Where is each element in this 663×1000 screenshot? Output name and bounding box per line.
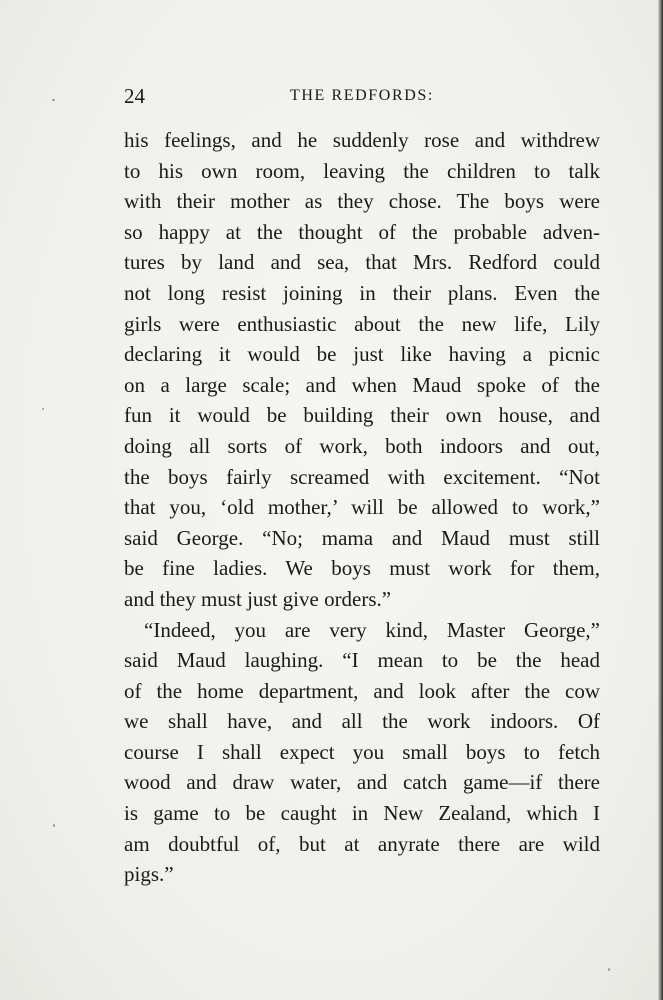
page-number: 24 <box>124 84 145 108</box>
text-line: that you, ‘old mother,’ will be allowed to work,” <box>124 495 600 520</box>
text-line: said Maud laughing. “I mean to be the head <box>124 648 600 673</box>
text-line: the boys fairly screamed with excitement. “Not <box>124 464 600 489</box>
running-title: THE REDFORDS: <box>290 87 434 104</box>
text-line: course I shall expect you small boys to fetch <box>124 739 600 764</box>
paragraph-end-line: and they must just give orders.” <box>124 586 392 611</box>
text-line: doing all sorts of work, both indoors and out, <box>124 433 600 458</box>
text-line: of the home department, and look after the cow <box>124 678 600 703</box>
running-head <box>124 84 600 108</box>
text-line: girls were enthusiastic about the new life, Lily <box>124 311 600 336</box>
page-edge-shadow <box>658 0 663 1000</box>
text-line: declaring it would be just like having a picnic <box>124 342 600 367</box>
text-line: be fine ladies. We boys must work for them, <box>124 556 600 581</box>
paper-speck <box>53 824 55 827</box>
paper-speck <box>42 408 44 410</box>
paragraph-end-line: pigs.” <box>124 862 174 887</box>
text-line: to his own room, leaving the children to talk <box>124 158 600 183</box>
text-line: am doubtful of, but at anyrate there are wild <box>124 831 600 856</box>
paper-speck <box>52 99 55 101</box>
text-line: with their mother as they chose. The boys were <box>124 189 600 214</box>
text-line: so happy at the thought of the probable adven- <box>124 219 600 244</box>
paper-speck <box>608 968 610 971</box>
text-line: said George. “No; mama and Maud must still <box>124 525 600 550</box>
text-line: not long resist joining in their plans. Even the <box>124 280 600 305</box>
text-line: tures by land and sea, that Mrs. Redford could <box>124 250 600 275</box>
text-line: fun it would be building their own house, and <box>124 403 600 428</box>
text-line: is game to be caught in New Zealand, which I <box>124 801 600 826</box>
text-line: we shall have, and all the work indoors. Of <box>124 709 600 734</box>
text-line: on a large scale; and when Maud spoke of the <box>124 372 600 397</box>
text-line: wood and draw water, and catch game—if there <box>124 770 600 795</box>
paragraph-start-line: “Indeed, you are very kind, Master George,” <box>144 617 600 642</box>
text-line: his feelings, and he suddenly rose and withdrew <box>124 128 600 152</box>
body-text <box>124 125 600 890</box>
